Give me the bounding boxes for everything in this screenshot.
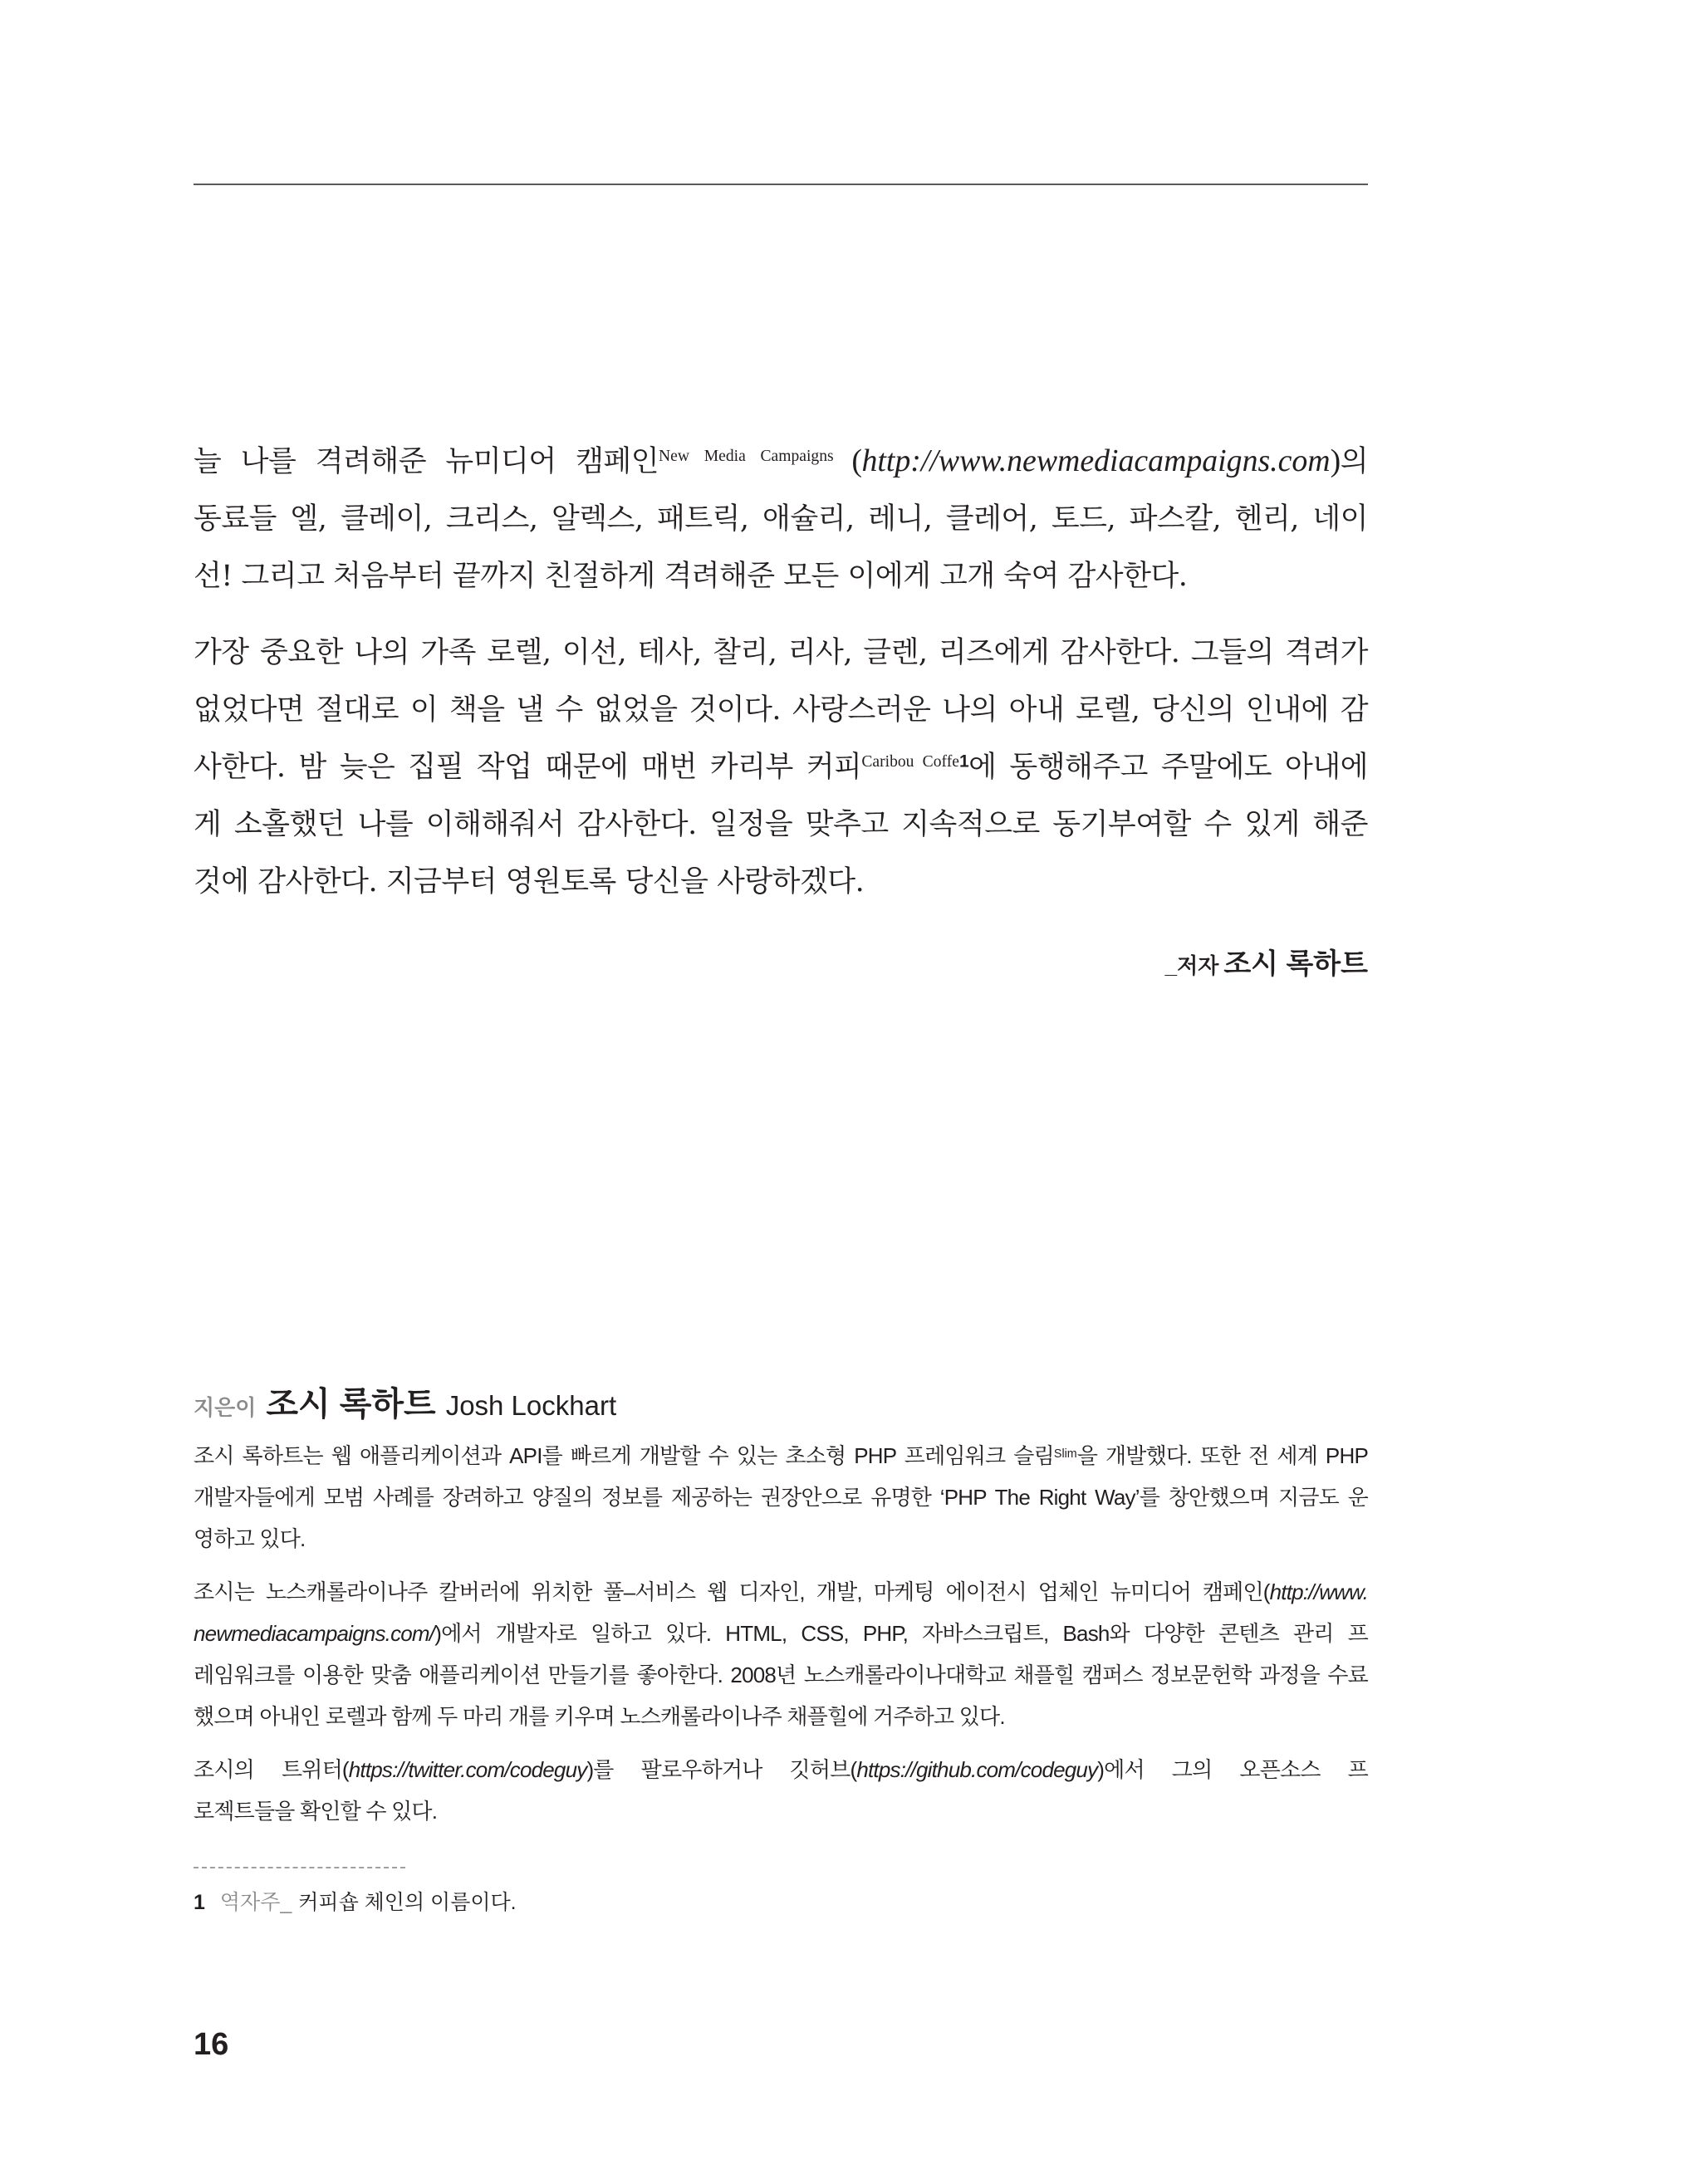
acknowledgements — [194, 433, 1368, 911]
url-text: newmediacampaigns.com/ — [194, 1621, 435, 1646]
text-line: 했으며 아내인 로렐과 함께 두 마리 개를 키우며 노스캐롤라이나주 채플힐에 거주하고 있다. — [194, 1704, 1005, 1729]
text-line: 가장 중요한 나의 가족 로렐, 이선, 테사, 찰리, 리사, 글렌, 리즈에게 감사한다. 그들의 격려가 — [194, 636, 1368, 669]
text-segment: 조시는 노스캐롤라이나주 칼버러에 위치한 풀–서비스 웹 디자인, 개발, 마케팅 에이전시 업체인 뉴미디어 캠페인( — [194, 1579, 1270, 1604]
text-line: 없었다면 절대로 이 책을 낼 수 없었을 것이다. 사랑스러운 나의 아내 로렐, 당신의 인내에 감 — [194, 693, 1368, 727]
signature — [1165, 943, 1368, 985]
signature-name: 조시 록하트 — [1223, 948, 1368, 980]
text-segment: )를 팔로우하거나 깃허브( — [586, 1757, 857, 1782]
text-line: 개발자들에게 모범 사례를 장려하고 양질의 정보를 제공하는 권장안으로 유명한 ‘PHP The Right Way’를 창안했으며 지금도 운 — [194, 1485, 1368, 1510]
url-text: http://www.newmediacampaigns.com — [861, 443, 1331, 478]
text-line — [194, 1749, 1368, 1790]
twitter-url-text: https://twitter.com/codeguy — [348, 1757, 587, 1782]
footnote-ref: 1 — [958, 752, 969, 771]
text-segment: 에 동행해주고 주말에도 아내에 — [968, 751, 1368, 784]
footnote-number: 1 — [194, 1891, 205, 1914]
footnote — [194, 1886, 517, 1919]
text-segment: 사한다. 밤 늦은 집필 작업 때문에 매번 카리부 커피 — [194, 751, 862, 784]
author-label: 지은이 — [194, 1395, 257, 1420]
text-line: 레임워크를 이용한 맞춤 애플리케이션 만들기를 좋아한다. 2008년 노스캐롤라이나대학교 채플힐 캠퍼스 정보문헌학 과정을 수료 — [194, 1662, 1368, 1687]
text-segment: 조시의 트위터( — [194, 1757, 349, 1782]
acknowledgement-paragraph — [194, 624, 1368, 911]
text-line: 선! 그리고 처음부터 끝까지 친절하게 격려해준 모든 이에게 고개 숙여 감사한다. — [194, 560, 1188, 593]
footnote-label: 역자주_ — [219, 1891, 292, 1914]
text-line — [194, 433, 1368, 491]
text-line — [194, 739, 1368, 796]
text-line — [194, 1571, 1368, 1613]
text-segment: )에서 그의 오픈소스 프 — [1097, 1757, 1368, 1782]
footnote-separator — [194, 1867, 405, 1868]
close-paren: ) — [1330, 443, 1341, 478]
text-segment: 늘 나를 격려해준 뉴미디어 캠페인 — [194, 445, 659, 478]
english-gloss: New Media Campaigns — [659, 447, 834, 465]
url-text: http://www. — [1269, 1579, 1368, 1604]
text-line: 영하고 있다. — [194, 1526, 306, 1551]
author-heading — [194, 1379, 616, 1429]
author-bio-paragraph — [194, 1749, 1368, 1832]
text-line: 것에 감사한다. 지금부터 영원토록 당신을 사랑하겠다. — [194, 865, 865, 899]
english-gloss: Slim — [1053, 1447, 1077, 1461]
author-name-english: Josh Lockhart — [445, 1390, 617, 1421]
author-name-korean: 조시 록하트 — [266, 1386, 436, 1423]
text-segment: )에서 개발자로 일하고 있다. HTML, CSS, PHP, 자바스크립트, Bash와 다양한 콘텐츠 관리 프 — [434, 1621, 1368, 1646]
open-paren: ( — [833, 443, 862, 478]
footnote-text: 커피숍 체인의 이름이다. — [298, 1891, 517, 1914]
english-gloss: Caribou Coffe — [861, 752, 959, 771]
page-number: 16 — [194, 2027, 229, 2062]
text-line — [194, 1613, 1368, 1654]
text-line: 게 소홀했던 나를 이해해줘서 감사한다. 일정을 맞추고 지속적으로 동기부여할 수 있게 해준 — [194, 808, 1368, 841]
acknowledgement-paragraph — [194, 433, 1368, 605]
author-bio-paragraph — [194, 1435, 1368, 1560]
author-bio — [194, 1435, 1368, 1832]
text-segment: 을 개발했다. 또한 전 세계 PHP — [1076, 1443, 1368, 1468]
text-line: 동료들 엘, 클레이, 크리스, 알렉스, 패트릭, 애슐리, 레니, 클레어, 토드, 파스칼, 헨리, 네이 — [194, 502, 1368, 536]
signature-prefix: _저자 — [1164, 953, 1219, 978]
text-line: 로젝트들을 확인할 수 있다. — [194, 1799, 438, 1824]
text-segment: 의 — [1340, 445, 1369, 478]
github-url-text: https://github.com/codeguy — [856, 1757, 1098, 1782]
top-rule — [194, 184, 1368, 185]
author-bio-paragraph — [194, 1571, 1368, 1737]
text-line — [194, 1435, 1368, 1476]
text-segment: 조시 록하트는 웹 애플리케이션과 API를 빠르게 개발할 수 있는 초소형 PHP 프레임워크 슬림 — [194, 1443, 1054, 1468]
